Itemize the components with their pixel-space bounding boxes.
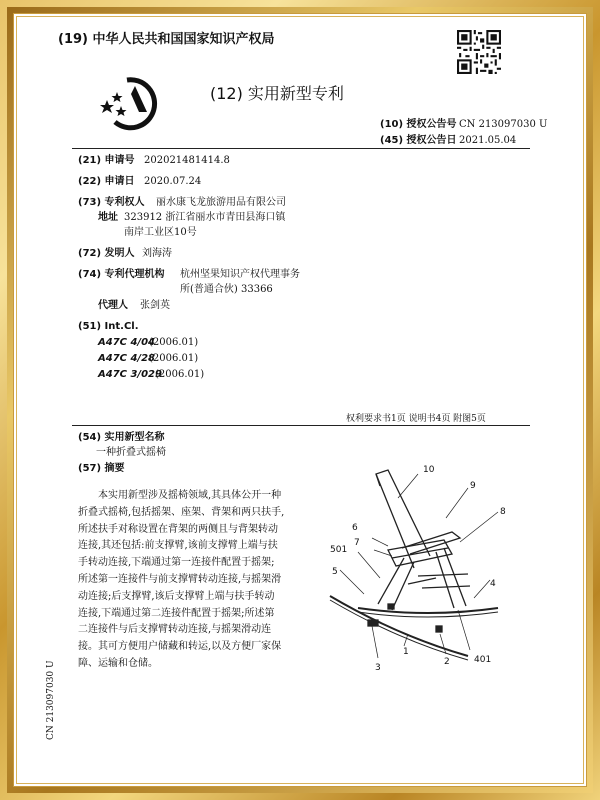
drawing-label-3: 3 [375,663,381,673]
document-type: (12) 实用新型专利 [210,84,344,103]
int-cl-version: (2006.01) [149,353,199,364]
title-label: (54) 实用新型名称 [78,432,165,443]
agent-label: 代理人 [98,300,128,311]
qr-code-icon [457,30,501,74]
header-divider [72,148,530,149]
pub-no: CN 213097030 U [459,119,548,130]
office-name: (19) 中华人民共和国国家知识产权局 [58,32,275,47]
address-label: 地址 [98,212,118,223]
abstract-line: 所述扶手对称设置在背架的两侧且与背架转动 [78,523,278,535]
drawing-label-7: 7 [354,538,360,548]
app-no-label: (21) 申请号 [78,155,135,166]
cnipa-logo-icon [95,72,165,132]
drawing-label-8: 8 [500,507,506,517]
abstract-line: 所述第一连接件与前支撑臂转动连接,与摇架滑 [78,573,282,585]
app-date-label: (22) 申请日 [78,176,135,187]
drawing-label-4: 4 [490,579,496,589]
drawing-label-401: 401 [474,655,492,665]
abstract-line: 折叠式摇椅,包括摇架、座架、背架和两只扶手, [78,506,285,518]
agency-label: (74) 专利代理机构 [78,269,165,280]
abstract-line: 连接,下端通过第二连接件配置于摇架;所述第 [78,607,275,619]
inventor-label: (72) 发明人 [78,248,135,259]
abstract-line: 障、运输和仓储。 [78,657,158,669]
abstract-label: (57) 摘要 [78,463,125,474]
drawing-label-1: 1 [403,647,409,657]
int-cl-label: (51) Int.Cl. [78,321,139,332]
int-cl-version: (2006.01) [149,337,199,348]
pub-date-label: (45) 授权公告日 [380,135,457,146]
app-no: 202021481414.8 [144,155,230,166]
int-cl-version: (2006.01) [155,369,205,380]
abstract-line: 动连接;后支撑臂,该后支撑臂上端与扶手转动 [78,590,275,602]
drawing-label-6: 6 [352,523,358,533]
pages-info: 权利要求书1页 说明书4页 附图5页 [346,414,486,424]
rocking-chair-drawing [318,458,518,680]
pub-no-label: (10) 授权公告号 [380,119,457,130]
pages-divider [72,425,530,426]
utility-model-title: 一种折叠式摇椅 [96,447,166,458]
app-date: 2020.07.24 [144,176,202,187]
abstract-line: 本实用新型涉及摇椅领域,其具体公开一种 [98,490,282,501]
pub-date: 2021.05.04 [459,135,517,146]
drawing-label-9: 9 [470,481,476,491]
drawing-label-10: 10 [423,465,435,475]
address-line-2: 南岸工业区10号 [124,227,197,238]
int-cl-code: A47C 4/28 [98,353,156,364]
drawing-label-2: 2 [444,657,450,667]
patentee-label: (73) 专利权人 [78,197,145,208]
abstract-line: 连接,其还包括:前支撑臂,该前支撑臂上端与扶 [78,540,278,552]
agency-line-2: 所(普通合伙) 33366 [180,284,273,295]
abstract-line: 手转动连接,下端通过第一连接件配置于摇架; [78,557,275,569]
inventor: 刘海涛 [142,248,172,259]
patentee: 丽水康飞龙旅游用品有限公司 [156,197,286,208]
drawing-label-501: 501 [330,545,348,555]
side-publication-code: CN 213097030 U [46,660,56,740]
int-cl-code: A47C 4/04 [98,337,156,348]
abstract-line: 二连接件与后支撑臂转动连接,与摇架滑动连 [78,624,272,636]
agent: 张剑英 [140,300,170,311]
abstract-line: 接。其可方便用户储藏和转运,以及方便厂家保 [78,641,282,653]
agency-line-1: 杭州坚果知识产权代理事务 [180,269,300,280]
int-cl-code: A47C 3/029 [98,369,162,380]
address-line-1: 323912 浙江省丽水市青田县海口镇 [124,212,286,223]
abstract-text [78,488,300,673]
drawing-label-5: 5 [332,567,338,577]
